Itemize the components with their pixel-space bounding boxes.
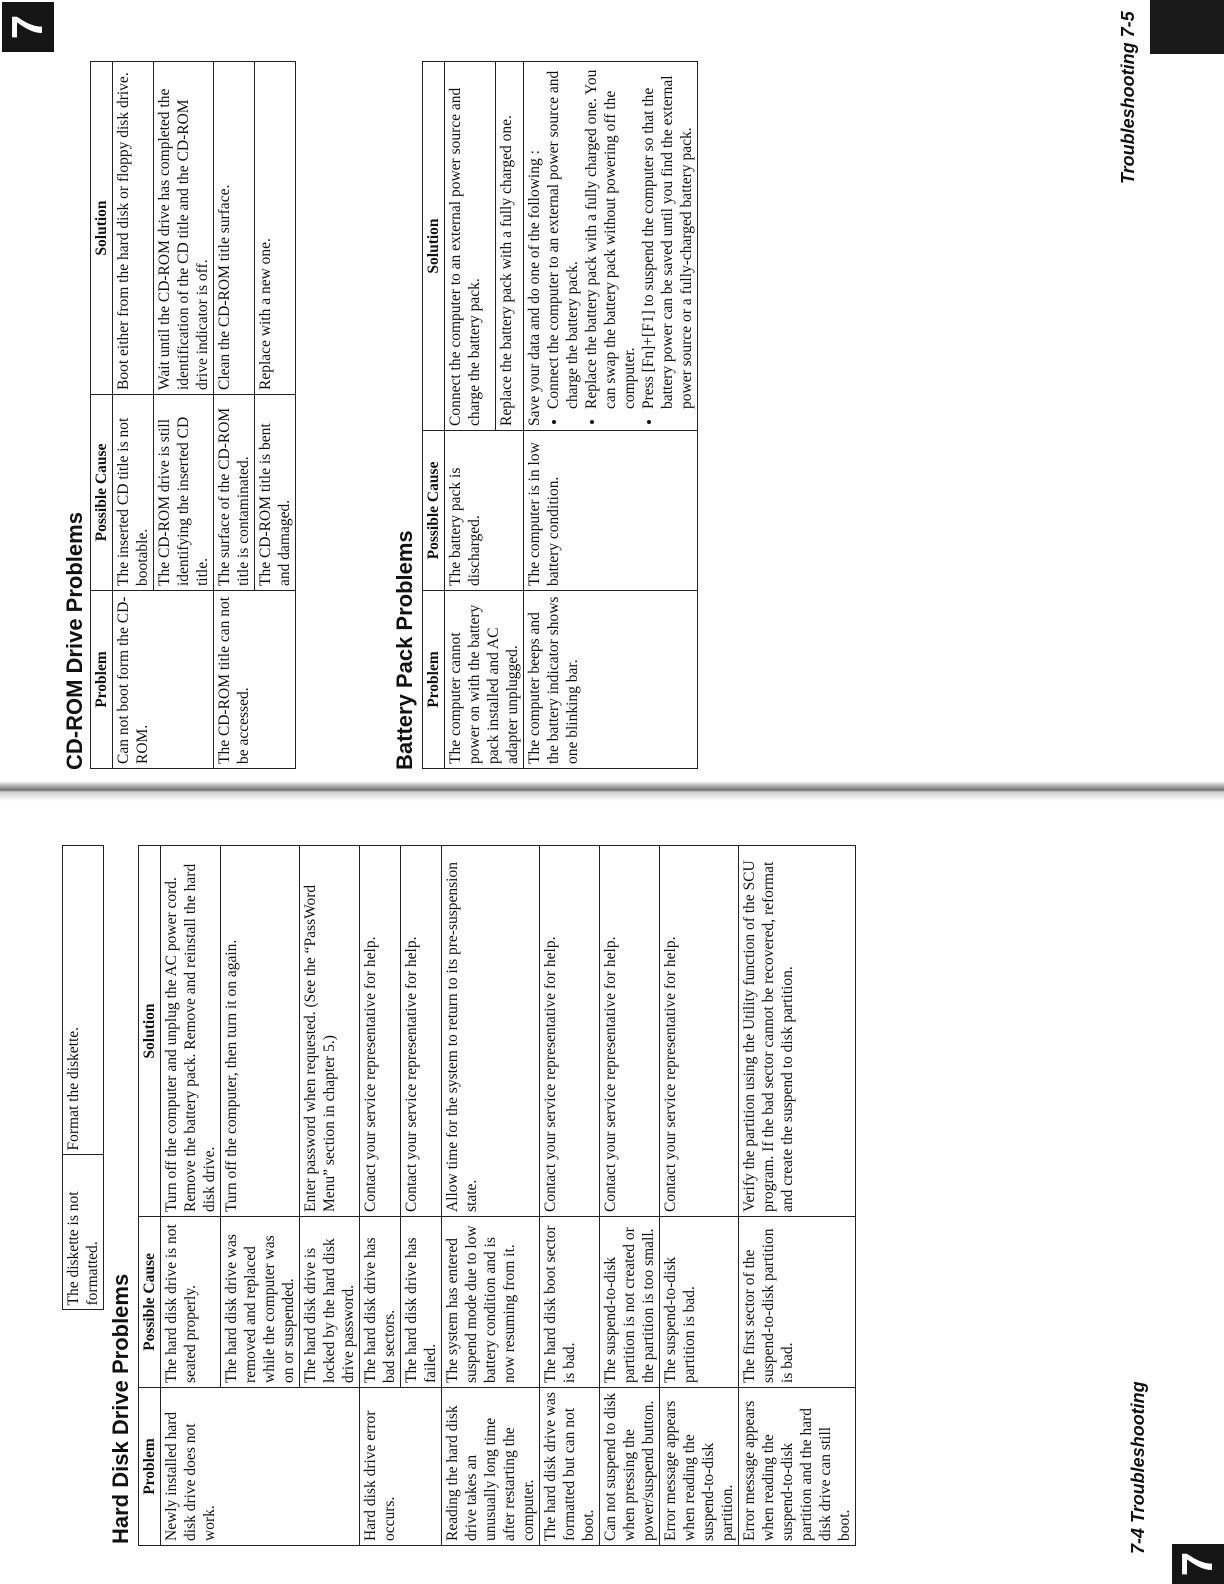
- solution-cell: Turn off the computer, then turn it on again.: [221, 846, 300, 1217]
- solution-cell: Contact your service representative for help.: [360, 846, 401, 1217]
- solution-cell: Turn off the computer and unplug the AC power cord. Remove the battery pack. Remove and reinstall the hard disk drive.: [161, 846, 221, 1217]
- problem-cell: Newly installed hard disk drive does not work.: [161, 1388, 360, 1546]
- scan-edge-shadow: [1150, 0, 1224, 54]
- solution-cell: Contact your service representative for help.: [660, 846, 739, 1217]
- table-row: [524, 62, 698, 769]
- cause-cell: The hard disk drive has bad sectors.: [360, 1217, 401, 1388]
- table-row: [445, 62, 496, 769]
- problem-cell: Hard disk drive error occurs.: [360, 1388, 442, 1546]
- floppy-continued-table: [62, 846, 104, 1472]
- chapter-tab: 7: [1172, 1544, 1224, 1584]
- problem-cell: The computer beeps and the battery indicator shows one blinking bar.: [524, 591, 698, 769]
- table-row: [540, 846, 600, 1546]
- solution-cell: Boot either from the hard disk or floppy disk drive.: [113, 62, 154, 395]
- cause-cell: The CD-ROM drive is still identifying the inserted CD title.: [154, 395, 214, 591]
- cause-cell: The system has entered suspend mode due to low battery condition and is now resuming from it.: [442, 1217, 540, 1388]
- solution-cell: Verify the partition using the Utility function of the SCU program. If the bad sector cannot be recovered, reformat and create the suspend to disk partition.: [739, 846, 856, 1217]
- header-cause: Possible Cause: [423, 431, 445, 591]
- book-spine: [0, 781, 1224, 801]
- problem-cell: Can not suspend to disk when pressing the power/suspend button.: [600, 1388, 660, 1546]
- header-solution: Solution: [139, 846, 161, 1217]
- table-row: [113, 62, 154, 769]
- cause-cell: The hard disk drive was removed and replaced while the computer was on or suspended.: [221, 1217, 300, 1388]
- table-row: [660, 846, 739, 1546]
- cause-cell: The suspend-to-disk partition is not created or the partition is too small.: [600, 1217, 660, 1388]
- solution-cell: Replace with a new one.: [255, 62, 296, 395]
- table-header-row: [91, 62, 113, 769]
- cause-cell: The battery pack is discharged.: [445, 431, 524, 591]
- solution-bullet-list: [544, 66, 696, 426]
- solution-cell: Wait until the CD-ROM drive has completed the identification of the CD title and the CD-ROM drive indicator is off.: [154, 62, 214, 395]
- table-row: [161, 846, 221, 1546]
- solution-cell: Contact your service representative for help.: [401, 846, 442, 1217]
- table-header-row: [139, 846, 161, 1546]
- header-cause: Possible Cause: [91, 395, 113, 591]
- section-title-hard-disk: Hard Disk Drive Problems: [108, 1273, 133, 1544]
- solution-cell: Allow time for the system to return to its pre-suspension state.: [442, 846, 540, 1217]
- list-item: • Press [Fn]+[F1] to suspend the computer so that the battery power can be saved until you find the external power source or a fully-charged battery pack.: [639, 66, 696, 409]
- problem-cell: Error message appears when reading the suspend-to-disk partition and the hard disk drive can still boot.: [739, 1388, 856, 1546]
- solution-cell: Connect the computer to an external power source and charge the battery pack.: [445, 62, 496, 431]
- header-cause: Possible Cause: [139, 1217, 161, 1388]
- cause-cell: The first sector of the suspend-to-disk partition is bad.: [739, 1217, 856, 1388]
- table-header-row: [423, 62, 445, 769]
- right-page: [0, 0, 1224, 784]
- header-solution: Solution: [423, 62, 445, 431]
- solution-intro: Save your data and do one of the following :: [526, 150, 543, 426]
- page-footer: 7-4 Troubleshooting: [1128, 1381, 1148, 1554]
- table-row: [360, 846, 401, 1546]
- cause-cell: The hard disk drive is locked by the hard disk drive password.: [300, 1217, 360, 1388]
- table-row: [442, 846, 540, 1546]
- cause-cell: The hard disk drive is not seated properly.: [161, 1217, 221, 1388]
- cause-cell: The suspend-to-disk partition is bad.: [660, 1217, 739, 1388]
- section-title-cdrom: CD-ROM Drive Problems: [62, 512, 87, 770]
- solution-cell: [524, 62, 698, 431]
- header-solution: Solution: [91, 62, 113, 395]
- problem-cell: Reading the hard disk drive takes an unusually long time after restarting the computer.: [442, 1388, 540, 1546]
- problem-cell: Can not boot form the CD-ROM.: [113, 591, 214, 769]
- list-item: • Connect the computer to an external power source and charge the battery pack.: [544, 66, 582, 409]
- section-title-battery: Battery Pack Problems: [392, 530, 417, 770]
- empty-cell: [63, 1310, 104, 1471]
- cause-cell: The hard disk boot sector is bad.: [540, 1217, 600, 1388]
- table-row: [63, 846, 104, 1471]
- solution-cell: Contact your service representative for help.: [540, 846, 600, 1217]
- cdrom-table: [90, 61, 296, 769]
- cause-cell: The computer is in low battery condition.: [524, 431, 698, 591]
- header-problem: Problem: [91, 591, 113, 769]
- problem-cell: The computer cannot power on with the battery pack installed and AC adapter unplugged.: [445, 591, 524, 769]
- header-problem: Problem: [139, 1388, 161, 1546]
- solution-cell: Enter password when requested. (See the “PassWord Menu” section in chapter 5.): [300, 846, 360, 1217]
- cause-cell: The surface of the CD-ROM title is contaminated.: [214, 395, 255, 591]
- table-row: [214, 62, 255, 769]
- hard-disk-table: [138, 845, 856, 1546]
- battery-table: [422, 61, 698, 769]
- table-row: [600, 846, 660, 1546]
- list-item: • Replace the battery pack with a fully charged one. You can swap the battery pack without powering off the computer.: [582, 66, 639, 409]
- table-row: [739, 846, 856, 1546]
- problem-cell: Error message appears when reading the suspend-to-disk partition.: [660, 1388, 739, 1546]
- chapter-tab: 7: [2, 2, 54, 52]
- left-page: [0, 804, 1224, 1584]
- solution-cell: Replace the battery pack with a fully charged one.: [496, 62, 524, 431]
- solution-cell: Format the diskette.: [63, 846, 104, 1155]
- solution-cell: Contact your service representative for help.: [600, 846, 660, 1217]
- cause-cell: The inserted CD title is not bootable.: [113, 395, 154, 591]
- page-footer: Troubleshooting 7-5: [1118, 11, 1138, 184]
- header-problem: Problem: [423, 591, 445, 769]
- problem-cell: The hard disk drive was formatted but can not boot.: [540, 1388, 600, 1546]
- problem-cell: The CD-ROM title can not be accessed.: [214, 591, 296, 769]
- solution-cell: Clean the CD-ROM title surface.: [214, 62, 255, 395]
- cause-cell: The hard disk drive has failed.: [401, 1217, 442, 1388]
- cause-cell: The diskette is not formatted.: [63, 1155, 104, 1310]
- cause-cell: The CD-ROM title is bent and damaged.: [255, 395, 296, 591]
